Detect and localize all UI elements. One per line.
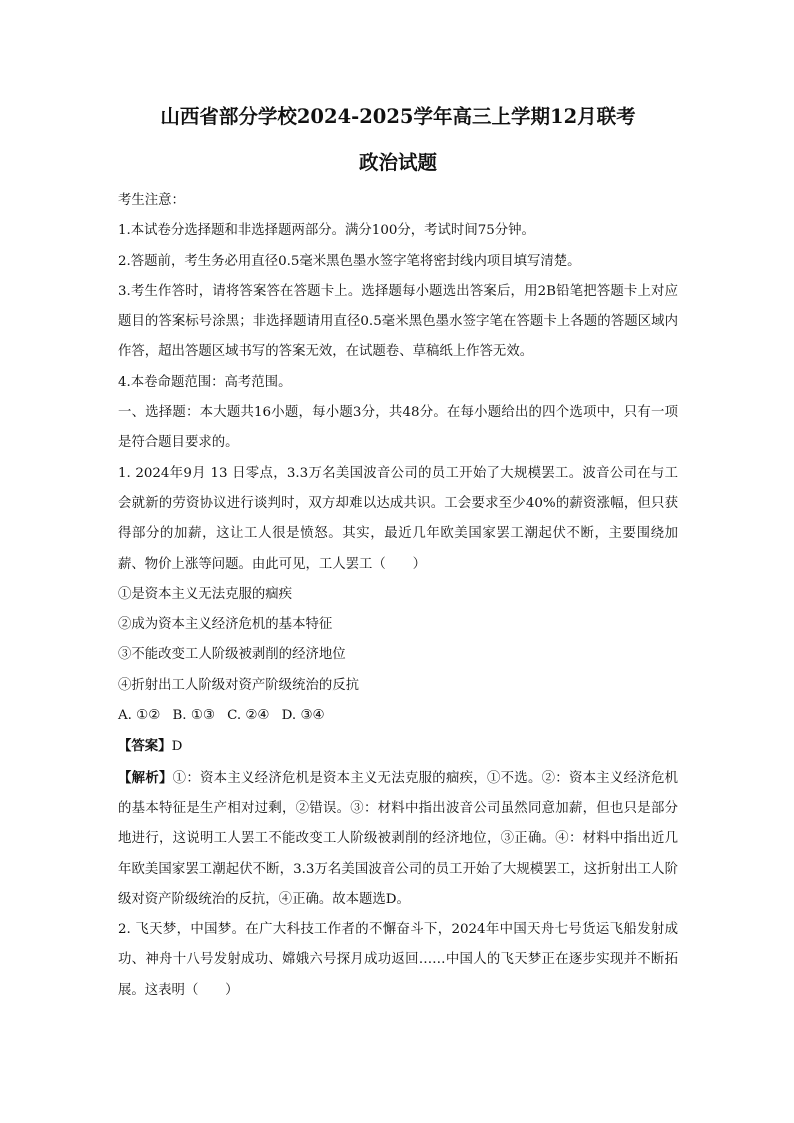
- question-2-stem: 2. 飞天梦，中国梦。在广大科技工作者的不懈奋斗下，2024年中国天舟七号货运飞船发射成功、神舟十八号发射成功、嫦娥六号探月成功返回……中国人的飞天梦正在逐步实现并不断拓展。这表明（ ）: [118, 922, 678, 998]
- answer-value: D: [171, 739, 183, 755]
- document-title: 山西省部分学校2024-2025学年高三上学期12月联考: [160, 105, 636, 128]
- section-intro: 一、选择题：本大题共16小题，每小题3分，共48分。在每小题给出的四个选项中，只有一项是符合题目要求的。: [118, 405, 678, 451]
- notice-heading: 考生注意：: [118, 193, 185, 208]
- option-c: C. ②④: [227, 708, 270, 724]
- document-page: [118, 100, 678, 1006]
- question-1-stem: 1. 2024年9月 13 日零点，3.3万名美国波音公司的员工开始了大规模罢工。波音公司在与工会就新的劳资协议进行谈判时，双方却难以达成共识。工会要求至少40%的薪资涨幅，但只获得部分的加薪，这让工人很是愤怒。其实，最近几年欧美国家罢工潮起伏不断，主要围绕加薪、物价上涨等问题。由此可见，工人罢工（ ）: [118, 465, 678, 572]
- analysis-label: 【解析】: [118, 769, 173, 786]
- notice-item: 2.答题前，考生务必用直径0.5毫米黑色墨水签字笔将密封线内项目填写清楚。: [118, 253, 581, 269]
- option-a: A. ①②: [118, 708, 161, 724]
- document-subtitle: 政治试题: [358, 151, 437, 174]
- question-1-item: ②成为资本主义经济危机的基本特征: [118, 617, 333, 633]
- notice-item: 1.本试卷分选择题和非选择题两部分。满分100分，考试时间75分钟。: [118, 223, 535, 239]
- question-1-item: ③不能改变工人阶级被剥削的经济地位: [118, 647, 346, 663]
- question-1-analysis: [118, 763, 678, 915]
- answer-label: 【答案】: [118, 738, 172, 755]
- question-1-answer: [118, 731, 678, 762]
- question-1-item: ④折射出工人阶级对资产阶级统治的反抗: [118, 677, 360, 693]
- option-d: D. ③④: [281, 708, 325, 724]
- question-1-item: ①是资本主义无法克服的痼疾: [118, 586, 293, 602]
- notice-item: 4.本卷命题范围：高考范围。: [118, 374, 292, 390]
- question-1-options: [118, 701, 678, 731]
- notice-item: 3.考生作答时，请将答案答在答题卡上。选择题每小题选出答案后，用2B铅笔把答题卡上对应题目的答案标号涂黑；非选择题请用直径0.5毫米黑色墨水签字笔在答题卡上各题的答题区域内作答，超出答题区域书写的答案无效，在试题卷、草稿纸上作答无效。: [118, 283, 678, 360]
- option-b: B. ①③: [172, 708, 215, 724]
- analysis-text: ①：资本主义经济危机是资本主义无法克服的痼疾，①不选。②：资本主义经济危机的基本特征是生产相对过剩，②错误。③：材料中指出波音公司虽然同意加薪，但也只是部分地进行，这说明工人罢工不能改变工人阶级被剥削的经济地位，③正确。④：材料中指出近几年欧美国家罢工潮起伏不断，3.3万名美国波音公司的员工开始了大规模罢工，这折射出工人阶级对资产阶级统治的反抗，④正确。故本题选D。: [118, 770, 679, 907]
